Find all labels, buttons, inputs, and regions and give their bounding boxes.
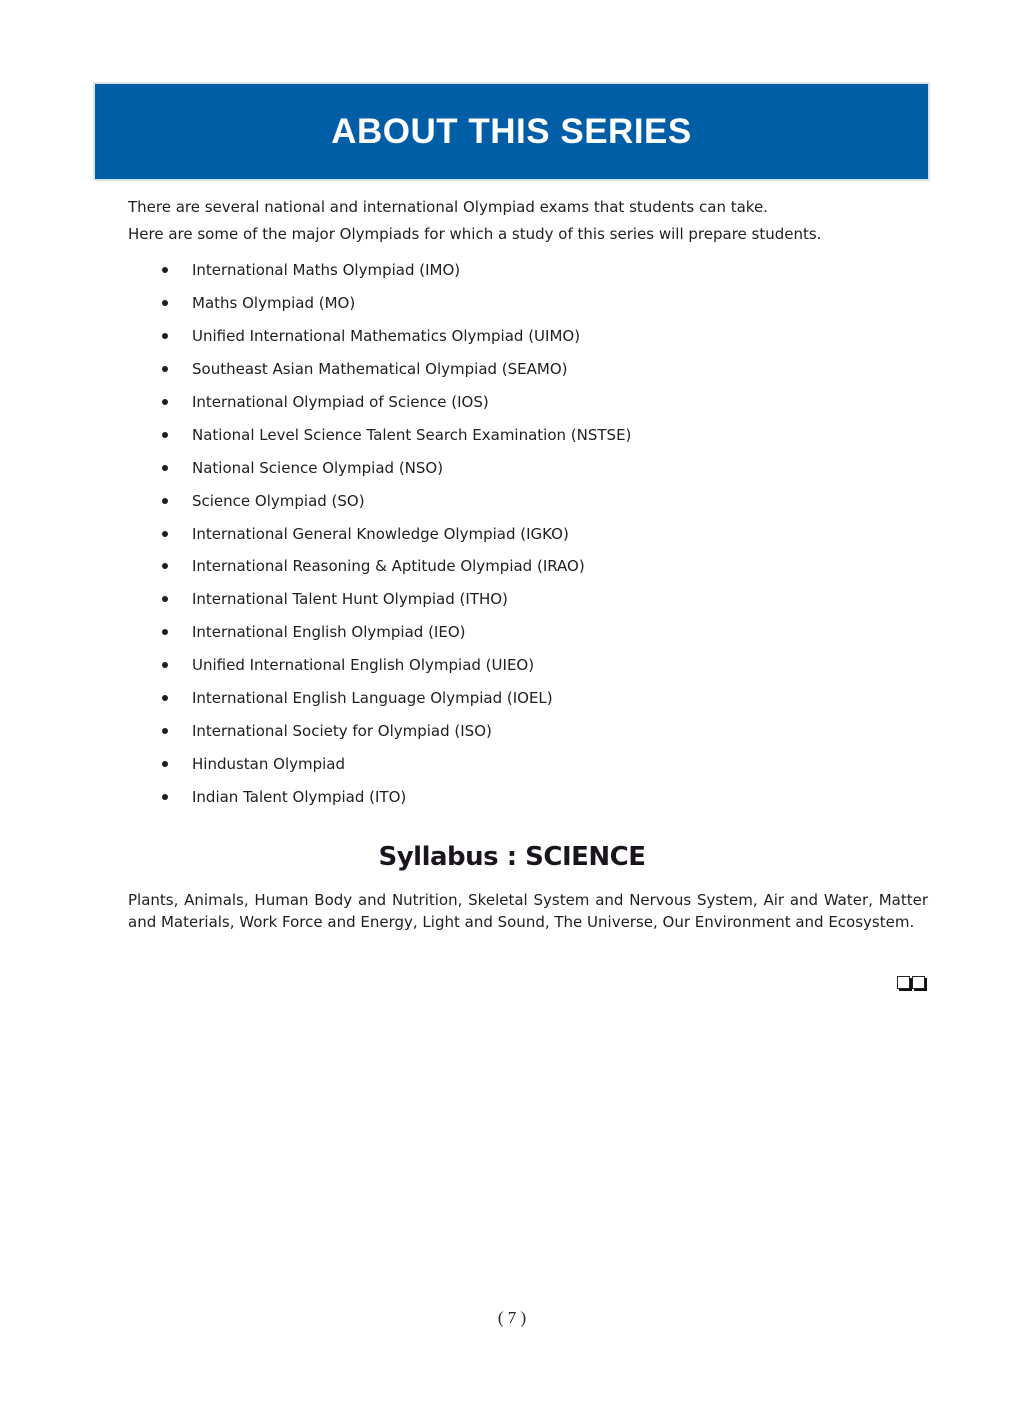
bullet-icon (162, 695, 168, 701)
list-item-label: International General Knowledge Olympiad (IGKO) (192, 524, 569, 543)
list-item-label: Science Olympiad (SO) (192, 491, 365, 510)
intro-line-2: Here are some of the major Olympiads for which a study of this series will prepare students. (128, 225, 822, 243)
list-item-label: National Science Olympiad (NSO) (192, 458, 444, 477)
list-item (160, 287, 631, 320)
list-item (160, 418, 631, 451)
list-item-label: International Talent Hunt Olympiad (ITHO) (192, 590, 508, 609)
square-icon (897, 976, 910, 989)
list-item-label: Maths Olympiad (MO) (192, 294, 356, 313)
bullet-icon (162, 563, 168, 569)
bullet-icon (162, 399, 168, 405)
bullet-icon (162, 333, 168, 339)
list-item (160, 583, 631, 616)
list-item (160, 714, 631, 747)
list-item (160, 386, 631, 419)
bullet-icon (162, 728, 168, 734)
olympiad-list (160, 254, 631, 813)
list-item (160, 320, 631, 353)
bullet-icon (162, 432, 168, 438)
list-item-label: International Maths Olympiad (IMO) (192, 261, 461, 280)
bullet-icon (162, 662, 168, 668)
bullet-icon (162, 531, 168, 537)
list-item (160, 682, 631, 715)
list-item (160, 484, 631, 517)
end-of-section-mark (897, 976, 925, 989)
list-item (160, 780, 631, 813)
list-item-label: Southeast Asian Mathematical Olympiad (SEAMO) (192, 360, 568, 379)
list-item-label: International Society for Olympiad (ISO) (192, 721, 492, 740)
list-item (160, 451, 631, 484)
syllabus-heading: Syllabus : SCIENCE (378, 842, 646, 872)
bullet-icon (162, 761, 168, 767)
list-item-label: Unified International English Olympiad (UIEO) (192, 656, 535, 675)
list-item (160, 649, 631, 682)
bullet-icon (162, 465, 168, 471)
square-icon (912, 976, 925, 989)
list-item-label: Hindustan Olympiad (192, 754, 346, 773)
list-item-label: National Level Science Talent Search Examination (NSTSE) (192, 425, 632, 444)
list-item (160, 517, 631, 550)
bullet-icon (162, 267, 168, 273)
list-item (160, 550, 631, 583)
list-item (160, 616, 631, 649)
list-item (160, 353, 631, 386)
bullet-icon (162, 366, 168, 372)
bullet-icon (162, 794, 168, 800)
bullet-icon (162, 596, 168, 602)
list-item-label: International English Olympiad (IEO) (192, 623, 466, 642)
list-item-label: Unified International Mathematics Olympiad (UIMO) (192, 327, 581, 346)
banner-title: ABOUT THIS SERIES (331, 111, 692, 151)
list-item-label: International English Language Olympiad (IOEL) (192, 689, 553, 708)
list-item-label: Indian Talent Olympiad (ITO) (192, 787, 407, 806)
list-item (160, 747, 631, 780)
bullet-icon (162, 498, 168, 504)
intro-text (128, 194, 928, 248)
bullet-icon (162, 300, 168, 306)
section-banner (93, 82, 930, 181)
bullet-icon (162, 629, 168, 635)
intro-line-1: There are several national and international Olympiad exams that students can take. (128, 198, 768, 216)
list-item (160, 254, 631, 287)
list-item-label: International Reasoning & Aptitude Olympiad (IRAO) (192, 557, 585, 576)
list-item-label: International Olympiad of Science (IOS) (192, 393, 489, 411)
page-number: ( 7 ) (497, 1308, 527, 1327)
syllabus-body: Plants, Animals, Human Body and Nutrition, Skeletal System and Nervous System, Air and Water, Matter and Materials, Work Force and Energy, Light and Sound, The Universe, Our Environment and Ecosystem. (128, 891, 928, 931)
